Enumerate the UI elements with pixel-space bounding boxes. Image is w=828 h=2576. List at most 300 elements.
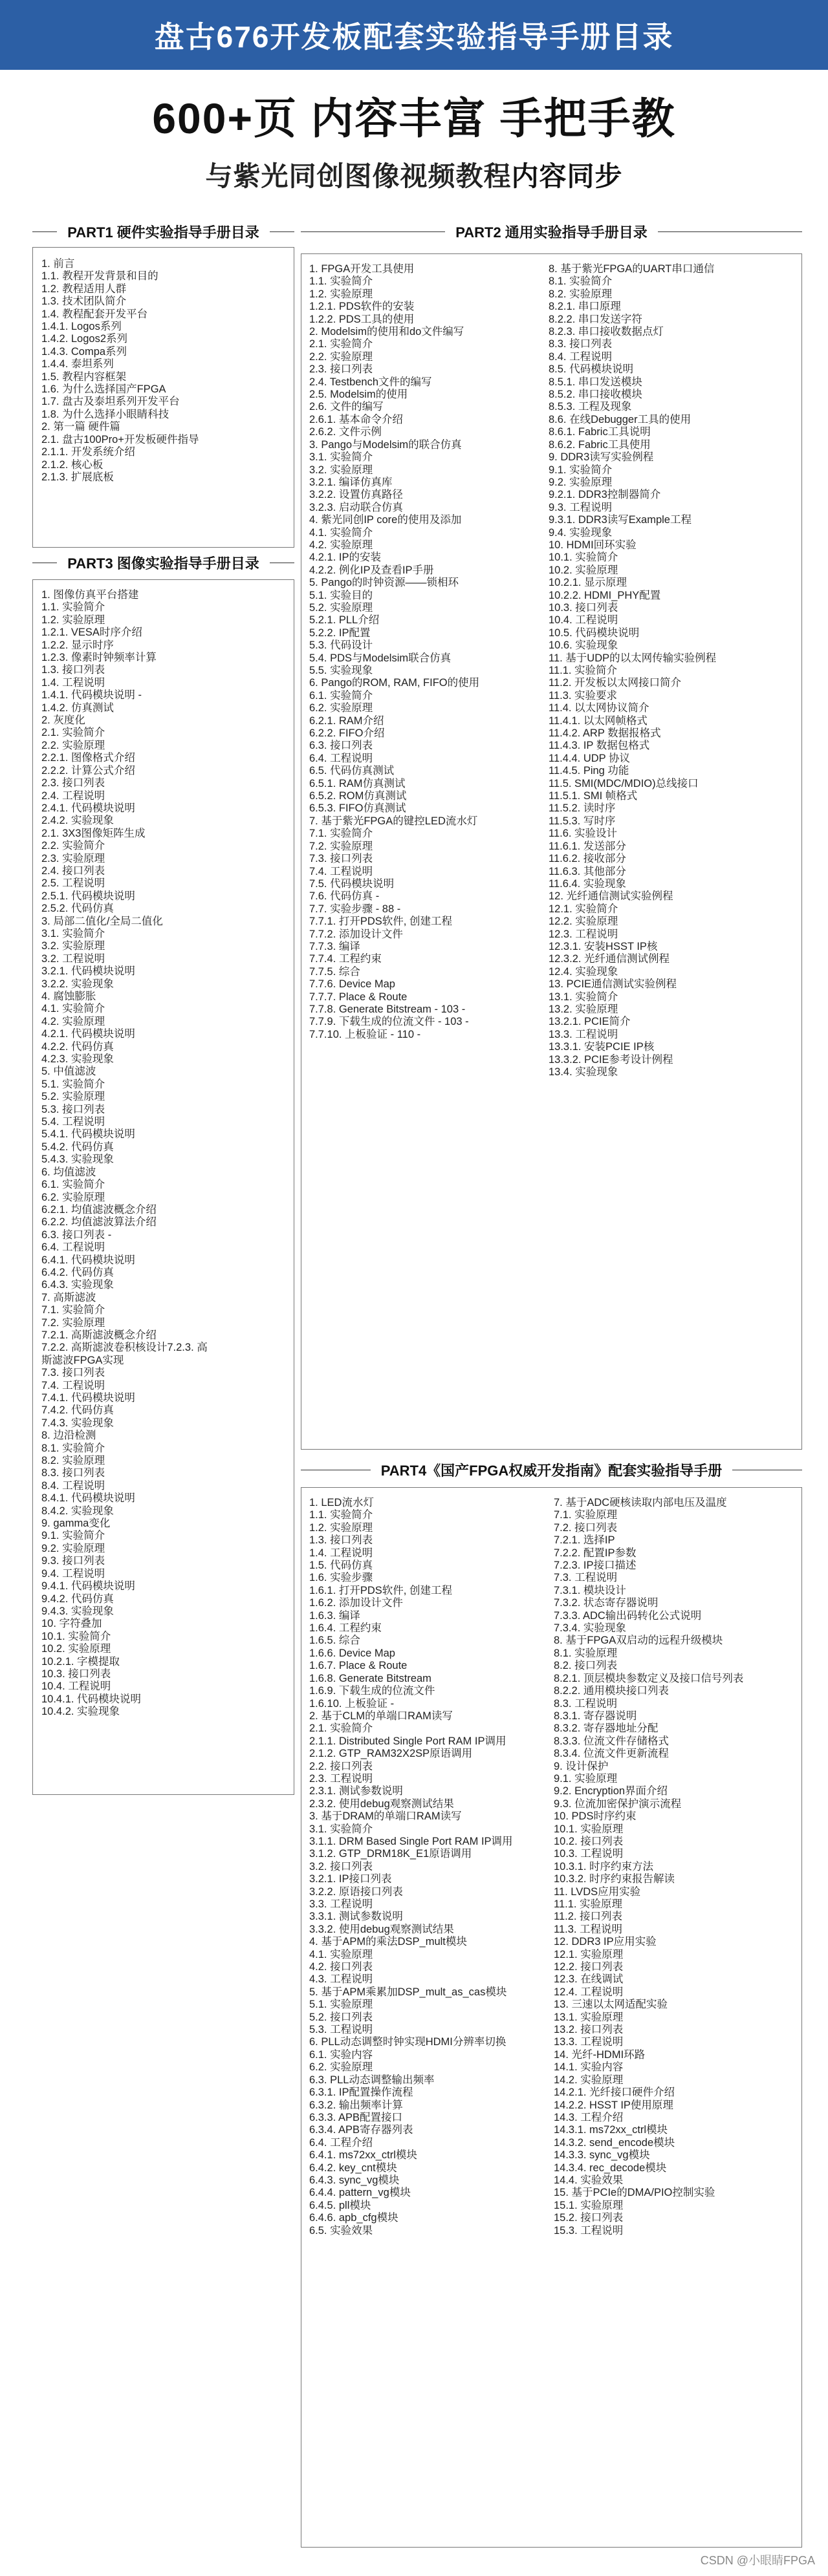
toc-entry: 1.6.1. 打开PDS软件, 创建工程 bbox=[309, 1584, 452, 1596]
toc-entry: 7. 高斯滤波 bbox=[41, 1291, 96, 1304]
toc-entry: 7.7.8. Generate Bitstream - 103 - bbox=[309, 1003, 466, 1015]
toc-entry: 2.4. 接口列表 bbox=[41, 864, 105, 877]
toc-entry: 4.1. 实验简介 bbox=[309, 526, 373, 539]
toc-entry: 6.4.3. 实验现象 bbox=[41, 1279, 114, 1291]
toc-entry: 8.2.3. 串口接收数据点灯 bbox=[549, 326, 664, 338]
toc-entry: 2.6. 文件的编写 bbox=[309, 401, 384, 413]
toc-entry: 14. 光纤-HDMI环路 bbox=[554, 2048, 646, 2061]
toc-entry: 7.7.4. 工程约束 bbox=[309, 953, 382, 965]
toc-entry: 3. 局部二值化/全局二值化 bbox=[41, 915, 163, 927]
toc-entry: 4.2. 实验原理 bbox=[41, 1015, 105, 1027]
toc-entry: 10.1. 实验简介 bbox=[549, 552, 618, 564]
toc-entry: 4.2.2. 代码仿真 bbox=[41, 1040, 114, 1053]
toc-entry: 8.3.1. 寄存器说明 bbox=[554, 1710, 637, 1722]
toc-entry: 6.4.1. 代码模块说明 bbox=[41, 1254, 135, 1266]
toc-entry: 14.3.3. sync_vg模块 bbox=[554, 2149, 650, 2162]
toc-entry: 3.3.1. 测试参数说明 bbox=[309, 1911, 403, 1923]
toc-entry: 6.4. 工程介绍 bbox=[309, 2136, 373, 2149]
toc-entry: 12.4. 实验现象 bbox=[549, 965, 618, 978]
toc-entry: 2.2. 实验简介 bbox=[41, 840, 105, 852]
toc-entry: 4. 紫光同创IP core的使用及添加 bbox=[309, 514, 462, 526]
toc-entry: 7.7.1. 打开PDS软件, 创建工程 bbox=[309, 916, 452, 928]
toc-entry: 8. 基于FPGA双启动的远程升级模块 bbox=[554, 1635, 723, 1647]
toc-entry: 2.4.1. 代码模块说明 bbox=[41, 802, 135, 814]
toc-entry: 6.1. 实验简介 bbox=[309, 689, 373, 702]
toc-entry: 9.1. 实验简介 bbox=[549, 464, 613, 476]
toc-entry: 1.6.5. 综合 bbox=[309, 1635, 360, 1647]
toc-entry: 2.1.1. Distributed Single Port RAM IP调用 bbox=[309, 1735, 507, 1747]
toc-entry: 8.5.2. 串口接收模块 bbox=[549, 389, 642, 401]
toc-entry: 4.2.1. IP的安装 bbox=[309, 552, 381, 564]
toc-entry: 7.3.4. 实验现象 bbox=[554, 1622, 626, 1635]
toc-entry: 1.6.9. 下载生成的位流文件 bbox=[309, 1685, 435, 1697]
toc-entry: 5.1. 实验简介 bbox=[41, 1078, 105, 1090]
toc-entry: 6.3. 接口列表 - bbox=[41, 1229, 112, 1241]
toc-entry: 10.4. 工程说明 bbox=[549, 614, 618, 627]
toc-entry: 2.5.1. 代码模块说明 bbox=[41, 890, 135, 902]
toc-entry: 1.8. 为什么选择小眼睛科技 bbox=[41, 408, 169, 420]
part4-toc-box bbox=[301, 1487, 802, 2548]
toc-entry: 8.1. 实验简介 bbox=[41, 1442, 105, 1454]
toc-entry: 14.4. 实验效果 bbox=[554, 2174, 624, 2186]
part2-toc-box bbox=[301, 253, 802, 1450]
toc-entry: 1.2.3. 像素时钟频率计算 bbox=[41, 652, 157, 664]
toc-entry: 6.5. 代码仿真测试 bbox=[309, 765, 395, 777]
toc-entry: 10.2. 实验原理 bbox=[549, 564, 618, 576]
toc-entry: 2.1. 实验简介 bbox=[309, 1723, 373, 1735]
toc-entry: 6.2. 实验原理 bbox=[41, 1191, 105, 1203]
watermark-credit: CSDN @小眼睛FPGA bbox=[700, 2554, 815, 2567]
toc-entry: 7. 基于ADC硬核读取内部电压及温度 bbox=[554, 1497, 727, 1508]
toc-entry: 11.4.2. ARP 数据报格式 bbox=[549, 727, 661, 740]
toc-entry: 1.6.7. Place & Route bbox=[309, 1660, 408, 1672]
toc-entry: 6.4. 工程说明 bbox=[41, 1241, 105, 1254]
toc-entry: 9.4.3. 实验现象 bbox=[41, 1605, 114, 1617]
toc-entry: 10.2.2. HDMI_PHY配置 bbox=[549, 589, 661, 601]
toc-entry: 11.1. 实验原理 bbox=[554, 1898, 623, 1910]
toc-entry: 2. 基于CLM的单端口RAM读写 bbox=[309, 1710, 453, 1722]
toc-entry: 1.2.2. PDS工具的使用 bbox=[309, 313, 415, 325]
toc-entry: 8.2. 实验原理 bbox=[549, 288, 613, 300]
toc-entry: 6.2. 实验原理 bbox=[309, 2061, 373, 2074]
toc-entry: 5.2. 接口列表 bbox=[309, 2011, 373, 2023]
toc-entry: 2.1. 实验简介 bbox=[309, 338, 373, 350]
toc-entry: 10.3. 工程说明 bbox=[554, 1848, 624, 1860]
toc-entry: 1.4. 教程配套开发平台 bbox=[41, 308, 148, 320]
toc-entry: 1.1. 实验简介 bbox=[309, 1509, 373, 1521]
toc-entry: 2.4. 工程说明 bbox=[41, 789, 105, 802]
toc-entry: 2.1. 实验简介 bbox=[41, 727, 105, 739]
toc-entry: 13.4. 实验现象 bbox=[549, 1066, 618, 1078]
toc-entry: 7.2.1. 选择IP bbox=[554, 1534, 615, 1547]
toc-entry: 3. Pango与Modelsim的联合仿真 bbox=[309, 438, 462, 451]
toc-entry: 2.2. 接口列表 bbox=[309, 1760, 373, 1772]
toc-entry: 1.6.2. 添加设计文件 bbox=[309, 1597, 403, 1609]
toc-entry: 2. Modelsim的使用和do文件编写 bbox=[309, 326, 464, 338]
toc-entry: 12.2. 实验原理 bbox=[549, 916, 618, 928]
part4-toc-col2 bbox=[554, 1497, 800, 2237]
toc-entry: 11.6.2. 接收部分 bbox=[549, 853, 626, 865]
toc-entry: 2.1.2. 核心板 bbox=[41, 458, 104, 471]
toc-entry: 5.2. 实验原理 bbox=[41, 1091, 105, 1103]
toc-entry: 7.2. 接口列表 bbox=[554, 1521, 618, 1534]
part3-toc-list bbox=[41, 589, 290, 1719]
toc-entry: 7.7.3. 编译 bbox=[309, 940, 360, 952]
toc-entry: 15.1. 实验原理 bbox=[554, 2199, 624, 2211]
toc-entry: 2.1.1. 开发系统介绍 bbox=[41, 446, 135, 458]
toc-entry: 5.2. 实验原理 bbox=[309, 601, 373, 614]
toc-entry: 5.2.2. IP配置 bbox=[309, 627, 371, 639]
toc-entry: 5. 基于APM乘累加DSP_mult_as_cas模块 bbox=[309, 1986, 507, 1998]
toc-entry: 11.2. 接口列表 bbox=[554, 1911, 623, 1923]
toc-entry: 9.3. 位流加密保护演示流程 bbox=[554, 1798, 682, 1810]
toc-entry: 4. 基于APM的乘法DSP_mult模块 bbox=[309, 1936, 467, 1948]
toc-entry: 1.4.3. Compa系列 bbox=[41, 345, 127, 358]
toc-entry: 8.3.2. 寄存器地址分配 bbox=[554, 1723, 659, 1735]
toc-entry: 14.3.1. ms72xx_ctrl模块 bbox=[554, 2124, 668, 2136]
toc-entry: 12.3.2. 光纤通信测试例程 bbox=[549, 953, 670, 965]
toc-entry: 13.3.2. PCIE参考设计例程 bbox=[549, 1053, 673, 1066]
toc-entry: 2.3.2. 使用debug观察测试结果 bbox=[309, 1798, 454, 1810]
toc-entry: 14.1. 实验内容 bbox=[554, 2061, 624, 2074]
toc-entry: 11.5.1. SMI 帧格式 bbox=[549, 790, 638, 802]
toc-entry: 12.4. 工程说明 bbox=[554, 1986, 624, 1998]
toc-entry: 1.2.1. PDS软件的安装 bbox=[309, 301, 415, 313]
toc-entry: 8.2.2. 串口发送字符 bbox=[549, 313, 642, 325]
toc-entry: 11.6.4. 实验现象 bbox=[549, 877, 626, 890]
toc-entry: 6.5.2. ROM仿真测试 bbox=[309, 790, 407, 802]
toc-entry: 4.1. 实验原理 bbox=[309, 1948, 373, 1960]
toc-entry: 7.1. 实验简介 bbox=[41, 1304, 105, 1316]
toc-entry: 12. DDR3 IP应用实验 bbox=[554, 1936, 657, 1948]
toc-entry: 1. 图像仿真平台搭建 bbox=[41, 589, 139, 601]
toc-entry: 12. 光纤通信测试实验例程 bbox=[549, 890, 673, 903]
toc-entry: 10.2.1. 字模提取 bbox=[41, 1655, 120, 1668]
toc-entry: 15.3. 工程说明 bbox=[554, 2224, 624, 2237]
toc-entry: 4.2. 接口列表 bbox=[309, 1961, 373, 1973]
toc-entry: 11.4. 以太网协议简介 bbox=[549, 702, 649, 714]
toc-entry: 7.2.1. 高斯滤波概念介绍 bbox=[41, 1329, 157, 1341]
part1-toc-list bbox=[41, 258, 287, 484]
toc-entry: 7.1. 实验原理 bbox=[554, 1509, 618, 1521]
toc-entry: 5.3. 接口列表 bbox=[41, 1103, 105, 1115]
toc-entry: 6.2.2. 均值滤波算法介绍 bbox=[41, 1216, 157, 1229]
toc-entry: 13.1. 实验原理 bbox=[554, 2011, 624, 2023]
toc-entry: 1.6. 实验步骤 bbox=[309, 1572, 373, 1584]
toc-entry: 6.2. 实验原理 bbox=[309, 702, 373, 714]
toc-entry: 5.5. 实验现象 bbox=[309, 665, 373, 676]
toc-entry: 7.1. 实验简介 bbox=[309, 828, 373, 840]
toc-entry: 8.5.3. 工程及现象 bbox=[549, 401, 632, 413]
toc-entry: 12.1. 实验原理 bbox=[554, 1948, 624, 1960]
toc-entry: 1.3. 技术团队简介 bbox=[41, 295, 127, 308]
toc-entry: 2.6.2. 文件示例 bbox=[309, 426, 382, 438]
toc-entry: 6.1. 实验内容 bbox=[309, 2048, 373, 2061]
toc-entry: 1.5. 代码仿真 bbox=[309, 1560, 373, 1572]
toc-entry: 8.5.1. 串口发送模块 bbox=[549, 376, 642, 388]
toc-entry: 8.2.2. 通用模块接口列表 bbox=[554, 1685, 669, 1697]
toc-entry: 7.5. 代码模块说明 bbox=[309, 877, 395, 890]
toc-entry: 2.3. 实验原理 bbox=[41, 852, 105, 864]
toc-entry: 13.1. 实验简介 bbox=[549, 991, 618, 1003]
toc-entry: 5.2.1. PLL介绍 bbox=[309, 614, 380, 627]
toc-entry: 1.4.4. 泰坦系列 bbox=[41, 358, 114, 370]
toc-entry: 2.1. 盘古100Pro+开发板硬件指导 bbox=[41, 433, 199, 445]
toc-entry: 9.3.1. DDR3读写Example工程 bbox=[549, 514, 692, 526]
headline: 600+页 内容丰富 手把手教 bbox=[152, 94, 676, 142]
toc-entry: 15. 基于PCIe的DMA/PIO控制实验 bbox=[554, 2187, 715, 2199]
part2-section-title bbox=[301, 220, 802, 243]
toc-entry: 8.6. 在线Debugger工具的使用 bbox=[549, 413, 692, 425]
toc-entry: 8.2. 实验原理 bbox=[41, 1455, 105, 1467]
toc-entry: 1.2. 教程适用人群 bbox=[41, 283, 127, 295]
toc-entry: 10. 字符叠加 bbox=[41, 1618, 102, 1630]
toc-entry: 5.1. 实验原理 bbox=[309, 1999, 373, 2011]
part4-title-label: PART4《国产FPGA权威开发指南》配套实验指导手册 bbox=[371, 1460, 733, 1480]
toc-entry: 7.3. 接口列表 bbox=[41, 1367, 105, 1379]
toc-entry: 3.1. 实验简介 bbox=[309, 451, 373, 464]
toc-entry: 7.3.1. 模块设计 bbox=[554, 1584, 626, 1596]
part1-toc-box bbox=[32, 247, 294, 548]
toc-entry: 7.7.7. Place & Route bbox=[309, 991, 408, 1003]
toc-entry: 7.7.10. 上板验证 - 110 - bbox=[309, 1028, 421, 1040]
toc-entry: 7.7. 实验步骤 - 88 - bbox=[309, 903, 401, 915]
toc-entry: 2.3. 接口列表 bbox=[309, 363, 373, 376]
toc-entry: 6.5.3. FIFO仿真测试 bbox=[309, 802, 406, 815]
toc-entry: 10.3.1. 时序约束方法 bbox=[554, 1860, 654, 1873]
toc-entry: 9.4. 工程说明 bbox=[41, 1567, 105, 1580]
toc-entry: 2.1. 3X3图像矩阵生成 bbox=[41, 827, 146, 839]
toc-entry: 11.1. 实验简介 bbox=[549, 665, 618, 676]
toc-entry: 1.3. 接口列表 bbox=[309, 1534, 373, 1547]
toc-entry: 2. 第一篇 硬件篇 bbox=[41, 421, 120, 433]
toc-entry: 1.2.1. VESA时序介绍 bbox=[41, 627, 142, 639]
toc-entry: 7.7.5. 综合 bbox=[309, 965, 360, 978]
toc-entry: 4.2.3. 实验现象 bbox=[41, 1053, 114, 1066]
toc-entry: 4.2.1. 代码模块说明 bbox=[41, 1028, 135, 1040]
toc-entry: 1.2.2. 显示时序 bbox=[41, 639, 114, 651]
toc-entry: 1.4.1. Logos系列 bbox=[41, 321, 122, 333]
toc-entry: 3.1. 实验简介 bbox=[309, 1823, 373, 1835]
toc-entry: 1.1. 实验简介 bbox=[41, 601, 105, 614]
toc-entry: 11. 基于UDP的以太网传输实验例程 bbox=[549, 652, 717, 664]
toc-entry: 5.3. 工程说明 bbox=[309, 2024, 373, 2036]
toc-entry: 6.2.1. RAM介绍 bbox=[309, 714, 384, 727]
toc-entry: 1.6.10. 上板验证 - bbox=[309, 1697, 395, 1710]
toc-entry: 3.3. 工程说明 bbox=[309, 1898, 373, 1910]
toc-entry: 3.2.1. 代码模块说明 bbox=[41, 965, 135, 978]
toc-entry: 13.2. 实验原理 bbox=[549, 1003, 618, 1015]
page-banner-title: 盘古676开发板配套实验指导手册目录 bbox=[0, 0, 828, 70]
subline bbox=[0, 155, 828, 194]
toc-entry: 6.4.2. key_cnt模块 bbox=[309, 2162, 397, 2174]
toc-entry: 6. PLL动态调整时钟实现HDMI分辨率切换 bbox=[309, 2036, 507, 2048]
toc-entry: 4. 腐蚀膨胀 bbox=[41, 991, 96, 1002]
toc-entry: 1.3. 接口列表 bbox=[41, 664, 105, 676]
toc-entry: 7.3. 接口列表 bbox=[309, 853, 373, 865]
toc-entry: 9.2.1. DDR3控制器简介 bbox=[549, 489, 661, 501]
toc-entry: 2.4. Testbench文件的编写 bbox=[309, 376, 432, 388]
toc-entry: 11.4.3. IP 数据包格式 bbox=[549, 740, 650, 752]
toc-entry: 2.2. 实验原理 bbox=[309, 350, 373, 363]
toc-entry: 1.6. 为什么选择国产FPGA bbox=[41, 383, 166, 396]
toc-entry: 8. 边沿检测 bbox=[41, 1430, 96, 1442]
toc-entry: 8.1. 实验原理 bbox=[554, 1647, 618, 1659]
toc-entry: 2.2.2. 计算公式介绍 bbox=[41, 764, 135, 777]
toc-entry: 6.4.4. pattern_vg模块 bbox=[309, 2187, 411, 2199]
part2-title-label: PART2 通用实验指导手册目录 bbox=[445, 222, 658, 242]
toc-entry: 2.2. 实验原理 bbox=[41, 739, 105, 751]
toc-entry: 1.2. 实验原理 bbox=[41, 614, 105, 626]
toc-entry: 10.6. 实验现象 bbox=[549, 639, 618, 652]
toc-entry: 8.4.1. 代码模块说明 bbox=[41, 1492, 135, 1505]
toc-entry: 7.4. 工程说明 bbox=[41, 1379, 105, 1391]
toc-entry: 11.2. 开发板以太网接口简介 bbox=[549, 677, 682, 689]
toc-entry: 1.4.2. 仿真测试 bbox=[41, 702, 114, 714]
toc-entry: 13. PCIE通信测试实验例程 bbox=[549, 978, 677, 991]
toc-entry: 7.2.2. 配置IP参数 bbox=[554, 1547, 637, 1559]
toc-entry: 1.1. 教程开发背景和目的 bbox=[41, 270, 158, 283]
toc-entry: 11.6. 实验设计 bbox=[549, 828, 618, 840]
toc-entry: 13.2.1. PCIE简介 bbox=[549, 1016, 631, 1028]
toc-entry: 8. 基于紫光FPGA的UART串口通信 bbox=[549, 263, 715, 275]
toc-entry: 8.3.3. 位流文件存储格式 bbox=[554, 1735, 669, 1747]
toc-entry: 8.3. 接口列表 bbox=[549, 338, 613, 350]
toc-entry: 1. LED流水灯 bbox=[309, 1497, 374, 1508]
toc-entry: 2.5.2. 代码仿真 bbox=[41, 903, 114, 915]
toc-entry: 11. LVDS应用实验 bbox=[554, 1885, 641, 1898]
toc-entry: 8.3. 接口列表 bbox=[41, 1467, 105, 1479]
toc-entry: 斯滤波FPGA实现 bbox=[41, 1354, 124, 1366]
toc-entry: 11.3. 工程说明 bbox=[554, 1923, 623, 1935]
toc-entry: 2.5. 工程说明 bbox=[41, 877, 105, 890]
toc-entry: 9.1. 实验原理 bbox=[554, 1772, 618, 1785]
toc-entry: 6.3.3. APB配置接口 bbox=[309, 2111, 402, 2123]
toc-entry: 6.3.1. IP配置操作流程 bbox=[309, 2087, 413, 2099]
toc-entry: 6.4.2. 代码仿真 bbox=[41, 1266, 114, 1278]
toc-entry: 12.2. 接口列表 bbox=[554, 1961, 624, 1973]
toc-entry: 3.2. 接口列表 bbox=[309, 1860, 373, 1873]
toc-entry: 9.2. 实验原理 bbox=[41, 1542, 105, 1554]
toc-entry: 2.6.1. 基本命令介绍 bbox=[309, 413, 403, 425]
toc-entry: 8.3.4. 位流文件更新流程 bbox=[554, 1748, 669, 1760]
toc-entry: 13.3.1. 安装PCIE IP核 bbox=[549, 1041, 655, 1053]
toc-entry: 4.3. 工程说明 bbox=[309, 1973, 373, 1986]
toc-entry: 3.2.2. 设置仿真路径 bbox=[309, 489, 403, 501]
toc-entry: 14.3.2. send_encode模块 bbox=[554, 2136, 675, 2149]
toc-entry: 3.2.2. 实验现象 bbox=[41, 978, 114, 990]
toc-entry: 1.7. 盘古及泰坦系列开发平台 bbox=[41, 396, 180, 408]
toc-entry: 8.3. 工程说明 bbox=[554, 1697, 618, 1710]
toc-entry: 6.1. 实验简介 bbox=[41, 1179, 105, 1191]
toc-entry: 5.4. PDS与Modelsim联合仿真 bbox=[309, 652, 452, 664]
toc-entry: 9. 设计保护 bbox=[554, 1760, 609, 1772]
part4-section-title bbox=[301, 1458, 802, 1481]
toc-entry: 8.5. 代码模块说明 bbox=[549, 363, 634, 376]
toc-entry: 11.5.3. 写时序 bbox=[549, 815, 616, 827]
subline-emphasis: 内容同步 bbox=[511, 161, 623, 191]
toc-entry: 1.4. 工程说明 bbox=[41, 676, 105, 689]
toc-entry: 14.3.4. rec_decode模块 bbox=[554, 2162, 667, 2174]
toc-entry: 9. DDR3读写实验例程 bbox=[549, 451, 654, 464]
toc-entry: 2. 灰度化 bbox=[41, 714, 85, 727]
toc-entry: 10.1. 实验简介 bbox=[41, 1630, 111, 1642]
toc-entry: 10.2. 实验原理 bbox=[41, 1643, 111, 1655]
toc-entry: 3.2. 实验原理 bbox=[309, 464, 373, 476]
toc-entry: 3.2.1. IP接口列表 bbox=[309, 1873, 392, 1885]
toc-entry: 9.4.1. 代码模块说明 bbox=[41, 1580, 135, 1593]
toc-entry: 6.3.4. APB寄存器列表 bbox=[309, 2124, 413, 2136]
toc-entry: 1.1. 实验简介 bbox=[309, 275, 373, 288]
toc-entry: 13.3. 工程说明 bbox=[554, 2036, 624, 2048]
toc-entry: 3. 基于DRAM的单端口RAM读写 bbox=[309, 1810, 462, 1823]
toc-entry: 1.6.3. 编译 bbox=[309, 1609, 360, 1622]
toc-entry: 6.4.5. pll模块 bbox=[309, 2199, 371, 2211]
toc-entry: 10.4.1. 代码模块说明 bbox=[41, 1693, 142, 1705]
toc-entry: 3.2. 工程说明 bbox=[41, 952, 105, 965]
toc-entry: 10.2.1. 显示原理 bbox=[549, 577, 627, 589]
toc-entry: 12.3.1. 安装HSST IP核 bbox=[549, 940, 658, 952]
toc-entry: 9. gamma变化 bbox=[41, 1518, 111, 1530]
toc-entry: 6.4.3. sync_vg模块 bbox=[309, 2174, 400, 2186]
part1-title-label: PART1 硬件实验指导手册目录 bbox=[57, 222, 270, 242]
toc-entry: 14.2. 实验原理 bbox=[554, 2074, 624, 2086]
toc-entry: 7.2. 实验原理 bbox=[309, 840, 373, 852]
toc-entry: 9.1. 实验简介 bbox=[41, 1530, 105, 1542]
toc-entry: 7.4. 工程说明 bbox=[309, 865, 373, 877]
toc-entry: 2.1.3. 扩展底板 bbox=[41, 471, 114, 483]
toc-entry: 2.4.2. 实验现象 bbox=[41, 815, 114, 827]
toc-entry: 7.4.3. 实验现象 bbox=[41, 1417, 114, 1429]
toc-entry: 8.4. 工程说明 bbox=[549, 350, 613, 363]
toc-entry: 13.2. 接口列表 bbox=[554, 2024, 624, 2036]
toc-entry: 3.3.2. 使用debug观察测试结果 bbox=[309, 1923, 454, 1935]
toc-entry: 3.2.1. 编译仿真库 bbox=[309, 476, 393, 488]
toc-entry: 6.4.1. ms72xx_ctrl模块 bbox=[309, 2149, 417, 2162]
toc-entry: 7.7.6. Device Map bbox=[309, 978, 395, 991]
toc-entry: 10.4.2. 实验现象 bbox=[41, 1706, 120, 1718]
toc-entry: 4.2. 实验原理 bbox=[309, 539, 373, 551]
toc-entry: 11.5.2. 读时序 bbox=[549, 802, 616, 815]
toc-entry: 3.2. 实验原理 bbox=[41, 940, 105, 952]
toc-entry: 2.3. 工程说明 bbox=[309, 1772, 373, 1785]
toc-entry: 10.3.2. 时序约束报告解读 bbox=[554, 1873, 675, 1885]
toc-entry: 10.4. 工程说明 bbox=[41, 1680, 111, 1693]
toc-entry: 12.1. 实验简介 bbox=[549, 903, 618, 915]
toc-entry: 4.1. 实验简介 bbox=[41, 1003, 105, 1015]
toc-entry: 5.4.1. 代码模块说明 bbox=[41, 1128, 135, 1141]
toc-entry: 1.4. 工程说明 bbox=[309, 1547, 373, 1559]
toc-entry: 6.4. 工程说明 bbox=[309, 752, 373, 764]
toc-entry: 5.1. 实验目的 bbox=[309, 589, 373, 601]
toc-entry: 2.1.2. GTP_RAM32X2SP原语调用 bbox=[309, 1748, 473, 1760]
toc-entry: 7.2.2. 高斯滤波卷积核设计7.2.3. 高 bbox=[41, 1342, 208, 1354]
toc-entry: 1.2. 实验原理 bbox=[309, 288, 373, 300]
toc-entry: 7.2. 实验原理 bbox=[41, 1316, 105, 1329]
toc-entry: 1.6.8. Generate Bitstream bbox=[309, 1672, 431, 1684]
toc-entry: 5.4.2. 代码仿真 bbox=[41, 1141, 114, 1153]
toc-entry: 10.3. 接口列表 bbox=[549, 601, 618, 614]
toc-entry: 4.2.2. 例化IP及查看IP手册 bbox=[309, 564, 434, 576]
toc-entry: 12.3. 在线调试 bbox=[554, 1973, 624, 1986]
part3-section-title bbox=[32, 551, 294, 574]
toc-entry: 6.3. 接口列表 bbox=[309, 740, 373, 752]
toc-entry: 15.2. 接口列表 bbox=[554, 2212, 624, 2224]
toc-entry: 2.3.1. 测试参数说明 bbox=[309, 1785, 403, 1798]
toc-entry: 10.2. 接口列表 bbox=[554, 1835, 624, 1847]
part1-section-title bbox=[32, 220, 294, 243]
toc-entry: 9.4.2. 代码仿真 bbox=[41, 1593, 114, 1605]
